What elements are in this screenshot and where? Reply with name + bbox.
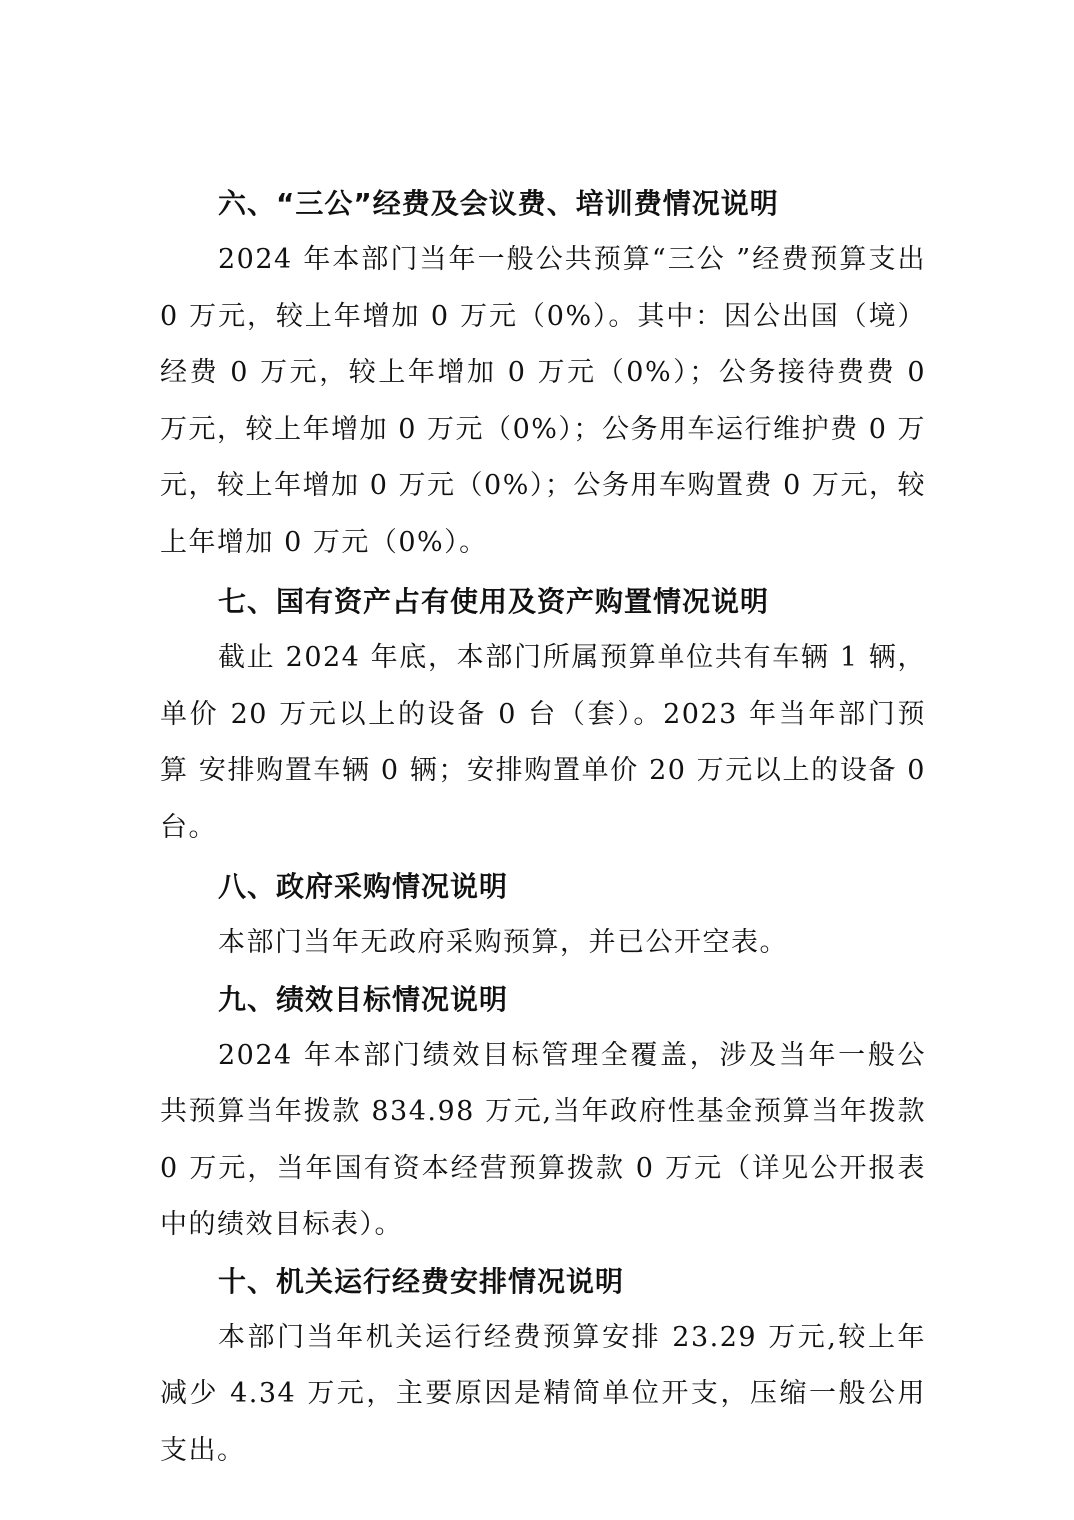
section-9-heading: 九、绩效目标情况说明 — [218, 982, 509, 1016]
section-8-heading: 八、政府采购情况说明 — [218, 870, 509, 903]
section-6-heading: 六、“三公”经费及会议费、培训费情况说明 — [218, 187, 779, 220]
section-10-heading: 十、机关运行经费安排情况说明 — [218, 1264, 625, 1298]
section-7-body: 截止 2024 年底，本部门所属预算单位共有车辆 1 辆， 单价 20 万元以上的设备 0 台（套）。2023 年当年部门预算 安排购置车辆 0 辆；安排购置单价 20 万元以上的设备 0 台。 — [160, 642, 926, 843]
section-7-heading: 七、国有资产占有使用及资产购置情况说明 — [218, 585, 770, 618]
document-page — [160, 176, 926, 1479]
section-6-body: 2024 年本部门当年一般公共预算“三公 ”经费预算支出 0 万元，较上年增加 0 万元（0%）。其中：因公出国（境）经费 0 万元，较上年增加 0 万元（0%）；公务接待费费 0 万元，较上年增加 0 万元（0%）；公务用车运行维护费 0 万元，较上年增加 0 万元（0%）；公务用车购置费 0 万元，较上年增加 0 万元（0%）。 — [160, 244, 926, 558]
section-10-body: 本部门当年机关运行经费预算安排 23.29 万元,较上年减少 4.34 万元，主要原因是精简单位开支，压缩一般公用支出。 — [160, 1321, 926, 1466]
section-9-body: 2024 年本部门绩效目标管理全覆盖，涉及当年一般公共预算当年拨款 834.98 万元,当年政府性基金预算当年拨款 0 万元，当年国有资本经营预算拨款 0 万元（详见公开报表中的绩效目标表）。 — [160, 1039, 926, 1240]
section-8-body: 本部门当年无政府采购预算，并已公开空表。 — [218, 927, 788, 958]
